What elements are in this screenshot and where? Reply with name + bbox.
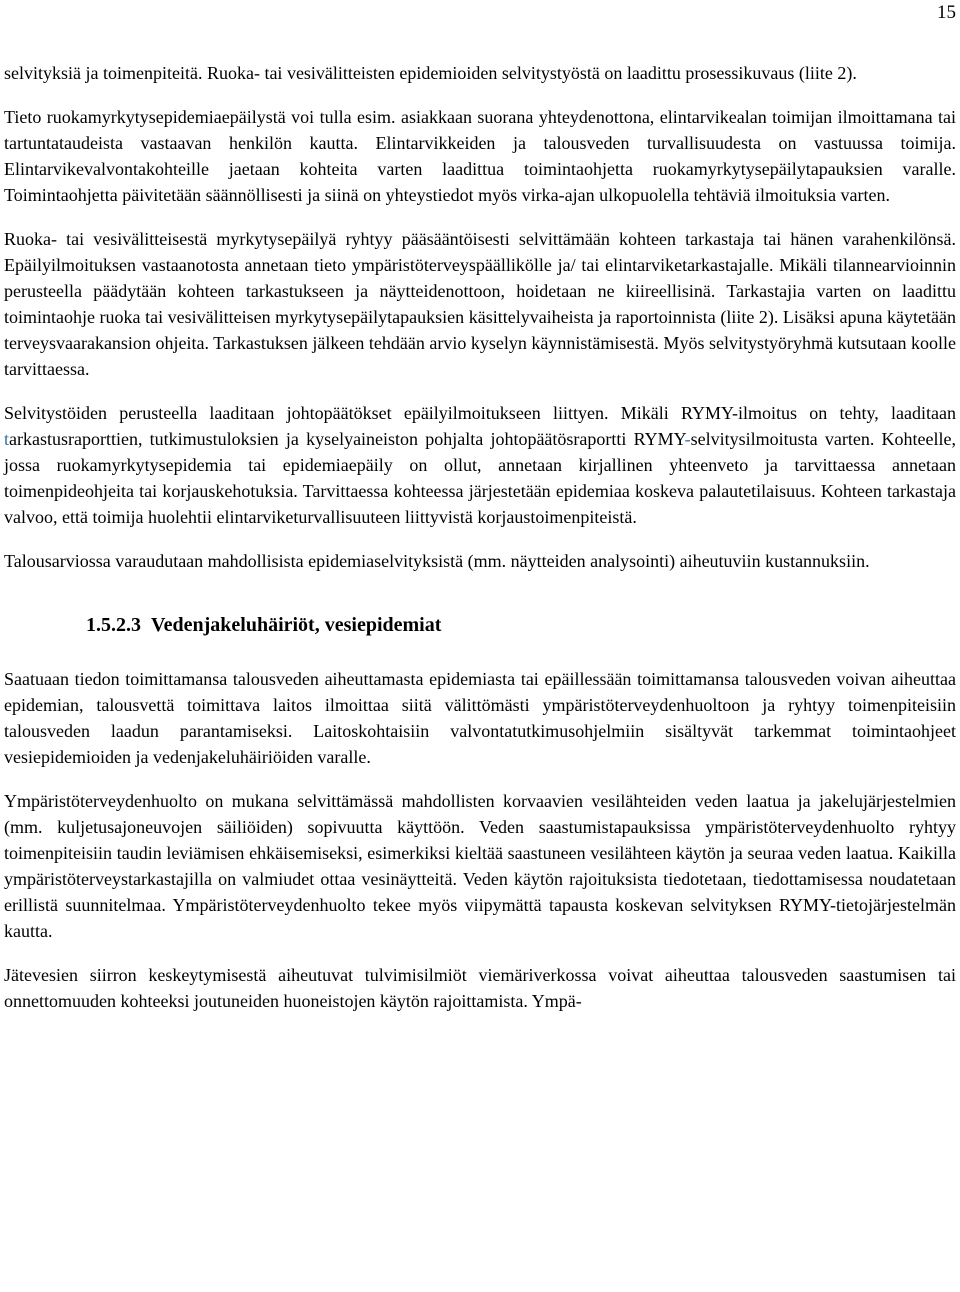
paragraph-intro: selvityksiä ja toimenpiteitä. Ruoka- tai vesivälitteisten epidemioiden selvitystyöstä on laadittu prosessikuvaus (liite 2). <box>4 63 857 83</box>
paragraph-water-epidemic: Saatuaan tiedon toimittamansa talousveden aiheuttamasta epidemiasta tai epäillessään toimittamansa talousveden voivan aiheuttaa epidemian, talousvettä toimittava laitos ilmoittaa siitä välittömästi ympäristöterveydenhuoltoon ja ryhtyy toimenpiteisiin talousveden laadun parantamiseksi. Laitoskohtaisiin valvontatutkimusohjelmiin sisältyvät tarkemmat toimintaohjeet vesiepidemioiden ja vedenjakeluhäiriöiden varalle. <box>4 669 956 767</box>
section-title: Vedenjakeluhäiriöt, vesiepidemiat <box>151 614 442 636</box>
paragraph-wastewater: Jätevesien siirron keskeytymisestä aiheutuvat tulvimisilmiöt viemäriverkossa voivat aiheuttaa talousveden saastumisen tai onnettomuuden kohteeksi joutuneiden huoneistojen käytön rajoittamista. Ympä- <box>4 965 956 1011</box>
paragraph-rymy-report <box>4 400 956 530</box>
paragraph-rymy-text-3: selvitysilmoitusta varten. Kohteelle, jossa ruokamyrkytysepidemia tai epidemiaepäily on ollut, annetaan kirjallinen yhteenveto ja tarvittaessa annetaan toimenpideohjeita tai korjauskehotuksia. Tarvittaessa kohteessa järjestetään epidemiaa koskeva palautetilaisuus. Kohteen tarkastaja valvoo, että toimija huolehtii elintarviketurvallisuuteen liittyvistä korjaustoimenpiteistä. <box>4 429 956 527</box>
paragraph-reporting-channels: Tieto ruokamyrkytysepidemiaepäilystä voi tulla esim. asiakkaan suorana yhteydenottona, elintarvikealan toimijan ilmoittamana tai tartuntataudeista vastaavan henkilön kautta. Elintarvikkeiden ja talousveden turvallisuudesta on vastuussa toimija. Elintarvikevalvontakohteille jaetaan kohteita varten laadittua toimintaohjetta ruokamyrkytysepäilytapauksien varalle. Toimintaohjetta päivitetään säännöllisesti ja siinä on yhteystiedot myös virka-ajan ulkopuolella tehtäviä ilmoituksia varten. <box>4 107 956 205</box>
paragraph-investigation: Ruoka- tai vesivälitteisestä myrkytysepäilyä ryhtyy pääsääntöisesti selvittämään kohteen tarkastaja tai hänen varahenkilönsä. Epäilyilmoituksen vastaanotosta annetaan tieto ympäristöterveyspäällikölle ja/ tai elintarviketarkastajalle. Mikäli tilannearvioinnin perusteella päädytään kohteen tarkastukseen ja näytteidenottoon, hoidetaan ne kiireellisinä. Tarkastajia varten on laadittu toimintaohje ruoka tai vesivälitteisen myrkytysepäilytapauksien käsittelyvaiheista ja raportoinnista (liite 2). Lisäksi apuna käytetään terveysvaarakansion ohjeita. Tarkastuksen jälkeen tehdään arvio kyselyn käynnistämisestä. Myös selvitystyöryhmä kutsutaan koolle tarvittaessa. <box>4 229 956 379</box>
paragraph-rymy-text-1: Selvitystöiden perusteella laaditaan johtopäätökset epäilyilmoitukseen liittyen. Mikäli RYMY-ilmoitus on tehty, laaditaan <box>4 403 956 423</box>
page-number: 15 <box>937 2 956 23</box>
paragraph-rymy-highlight-2: - <box>684 429 691 449</box>
paragraph-budget: Talousarviossa varaudutaan mahdollisista epidemiaselvityksistä (mm. näytteiden analysointi) aiheutuviin kustannuksiin. <box>4 551 870 571</box>
paragraph-rymy-text-2: arkastusraporttien, tutkimustuloksien ja kyselyaineiston pohjalta johtopäätösraportti RYMY <box>9 429 685 449</box>
paragraph-rymy-highlight-1: t <box>4 429 10 449</box>
section-number: 1.5.2.3 <box>86 614 141 636</box>
section-heading <box>86 612 956 638</box>
paragraph-environmental-health: Ympäristöterveydenhuolto on mukana selvittämässä mahdollisten korvaavien vesilähteiden veden laatua ja jakelujärjestelmien (mm. kuljetusajoneuvojen säiliöiden) sopivuutta käyttöön. Veden saastumistapauksissa ympäristöterveydenhuolto ryhtyy toimenpiteisiin taudin leviämisen ehkäisemiseksi, esimerkiksi kieltää saastuneen vesilähteen käytön ja seuraa veden laatua. Kaikilla ympäristöterveystarkastajilla on valmiudet ottaa vesinäytteitä. Veden käytön rajoituksista tiedotetaan, tiedottamisessa noudatetaan erillistä suunnitelmaa. Ympäristöterveydenhuolto tekee myös viipymättä tapausta koskevan selvityksen RYMY-tietojärjestelmän kautta. <box>4 791 956 941</box>
document-body <box>4 60 956 1032</box>
